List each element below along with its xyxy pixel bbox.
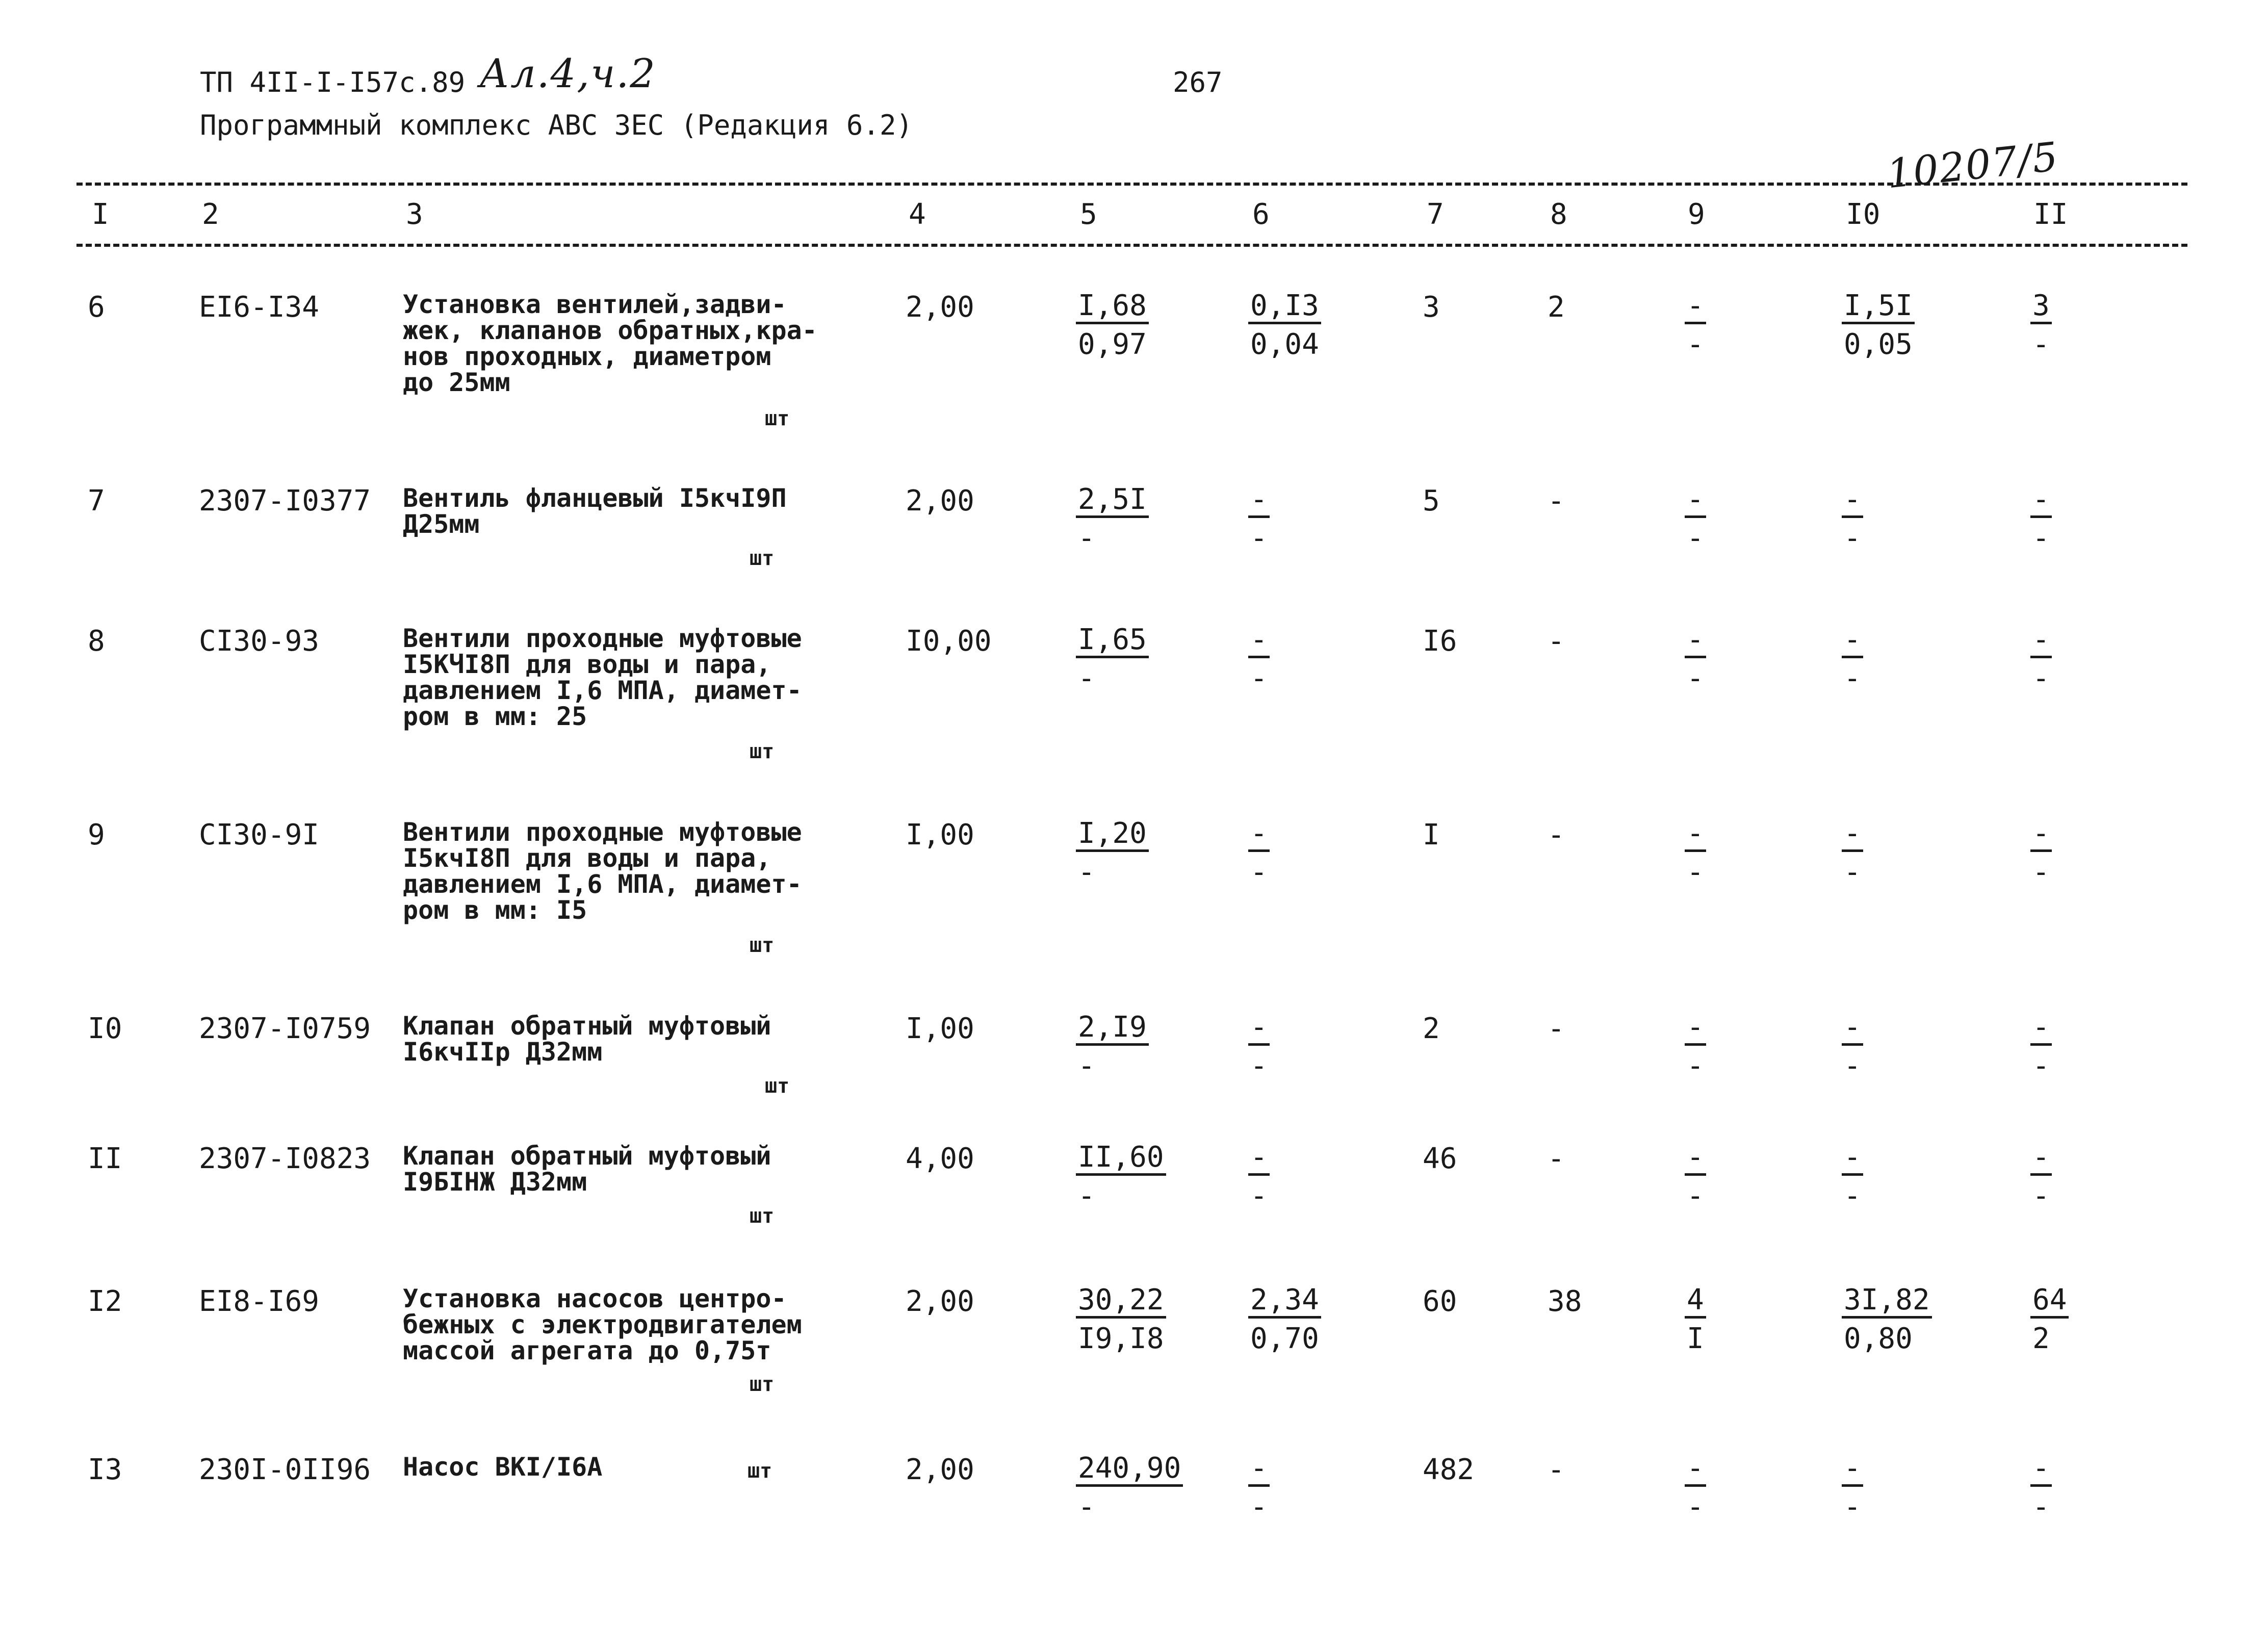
wages-machine-cost-numerator: - <box>1248 1012 1270 1046</box>
wages-machine-cost <box>1248 1138 1270 1216</box>
wages-machine-cost <box>1248 1449 1270 1527</box>
total-wages: - <box>1548 1142 1565 1175</box>
quantity: 4,00 <box>906 1142 974 1175</box>
labor-total-numerator: - <box>2030 484 2052 518</box>
wages-machine-cost <box>1248 287 1321 364</box>
work-description-line: Вентили проходные муфтовые <box>403 817 802 847</box>
unit-cost-numerator: 2,I9 <box>1076 1012 1149 1046</box>
wages-machine-cost-numerator: - <box>1248 1453 1270 1487</box>
labor-total-numerator: - <box>2030 818 2052 852</box>
total-wages: - <box>1548 484 1565 518</box>
column-number: I <box>92 198 109 231</box>
column-number: II <box>2033 198 2068 231</box>
total-cost: 46 <box>1423 1142 1457 1175</box>
row-number: 7 <box>88 484 105 518</box>
labor-unit <box>1842 814 1863 892</box>
unit-cost-numerator: 30,22 <box>1076 1284 1166 1319</box>
column-number: 4 <box>909 198 926 231</box>
row-number: 9 <box>88 818 105 851</box>
column-number: 6 <box>1252 198 1270 231</box>
labor-total-denominator: - <box>2032 328 2050 361</box>
resource-code: 2307-I0377 <box>199 484 371 518</box>
work-description-line: Клапан обратный муфтовый <box>403 1011 771 1041</box>
labor-total-numerator: - <box>2030 1012 2052 1046</box>
labor-unit <box>1842 1138 1863 1216</box>
unit-of-measure: шт <box>750 740 775 763</box>
handwritten-reference: 10207/5 <box>1885 134 2061 198</box>
unit-cost-denominator: - <box>1078 856 1095 889</box>
machine-operation <box>1685 1281 1706 1358</box>
labor-total <box>2030 1449 2052 1527</box>
labor-total-denominator: - <box>2032 856 2050 889</box>
wages-machine-cost-numerator: - <box>1248 1142 1270 1176</box>
unit-of-measure: шт <box>765 407 790 430</box>
labor-unit-denominator: - <box>1844 1049 1861 1082</box>
wages-machine-cost-numerator: - <box>1248 624 1270 658</box>
labor-unit-denominator: - <box>1844 856 1861 889</box>
document-subtitle: Программный комплекс АВС 3ЕС (Редакция 6.2) <box>200 109 913 141</box>
document-code: ТП 4II-I-I57с.89 <box>200 66 466 98</box>
labor-total-denominator: - <box>2032 1490 2050 1524</box>
work-description-line: ром в мм: 25 <box>403 702 587 731</box>
wages-machine-cost <box>1248 1281 1321 1358</box>
unit-cost <box>1076 621 1149 698</box>
column-number: 3 <box>406 198 423 231</box>
work-description-line: I5КЧI8П для воды и пара, <box>403 650 771 679</box>
unit-cost <box>1076 1281 1166 1358</box>
labor-total-numerator: - <box>2030 1453 2052 1487</box>
machine-operation-denominator: - <box>1687 856 1704 889</box>
wages-machine-cost-denominator: - <box>1250 522 1268 555</box>
unit-cost <box>1076 287 1149 364</box>
total-cost: I <box>1423 818 1440 851</box>
work-description-line: I9БIНЖ Д32мм <box>403 1167 587 1197</box>
column-number: 9 <box>1688 198 1705 231</box>
machine-operation <box>1685 621 1706 698</box>
wages-machine-cost <box>1248 480 1270 558</box>
labor-total-numerator: 64 <box>2030 1284 2069 1319</box>
labor-total <box>2030 1138 2052 1216</box>
work-description-line: массой агрегата до 0,75т <box>403 1336 771 1365</box>
header-rule-bottom <box>76 244 2187 247</box>
row-number: 8 <box>88 625 105 658</box>
labor-total-numerator: - <box>2030 1142 2052 1176</box>
machine-operation-denominator: - <box>1687 1179 1704 1212</box>
work-description-line: Вентили проходные муфтовые <box>403 624 802 653</box>
labor-total <box>2030 480 2052 558</box>
handwritten-note: Ал.4,ч.2 <box>479 51 656 97</box>
labor-unit-denominator: - <box>1844 1490 1861 1524</box>
unit-cost <box>1076 1138 1166 1216</box>
machine-operation <box>1685 1138 1706 1216</box>
work-description-line: давлением I,6 МПА, диамет- <box>403 869 802 899</box>
unit-of-measure: шт <box>750 547 775 570</box>
labor-total <box>2030 287 2052 364</box>
wages-machine-cost <box>1248 621 1270 698</box>
quantity: 2,00 <box>906 291 974 324</box>
row-number: I3 <box>88 1453 122 1486</box>
unit-cost <box>1076 1008 1149 1086</box>
labor-total-numerator: 3 <box>2030 290 2052 324</box>
total-cost: 2 <box>1423 1012 1440 1045</box>
quantity: I,00 <box>906 1012 974 1045</box>
work-description-line: Установка насосов центро- <box>403 1284 787 1313</box>
machine-operation-numerator: - <box>1685 290 1706 324</box>
labor-unit-numerator: - <box>1842 1453 1863 1487</box>
wages-machine-cost-denominator: 0,70 <box>1250 1322 1319 1355</box>
wages-machine-cost-numerator: 0,I3 <box>1248 290 1321 324</box>
unit-of-measure: шт <box>750 1204 775 1228</box>
total-cost: 3 <box>1423 291 1440 324</box>
machine-operation-numerator: - <box>1685 1453 1706 1487</box>
quantity: 2,00 <box>906 1285 974 1318</box>
wages-machine-cost-denominator: - <box>1250 1179 1268 1212</box>
machine-operation-denominator: - <box>1687 522 1704 555</box>
unit-cost-denominator: - <box>1078 1490 1095 1524</box>
row-number: II <box>88 1142 122 1175</box>
machine-operation-numerator: - <box>1685 818 1706 852</box>
column-number: I0 <box>1846 198 1880 231</box>
resource-code: 230I-0II96 <box>199 1453 371 1486</box>
machine-operation <box>1685 1008 1706 1086</box>
machine-operation-numerator: 4 <box>1685 1284 1706 1319</box>
work-description-line: Вентиль фланцевый I5кчI9П <box>403 483 787 513</box>
resource-code: EI8-I69 <box>199 1285 320 1318</box>
unit-cost-denominator: I9,I8 <box>1078 1322 1164 1355</box>
labor-unit-numerator: - <box>1842 818 1863 852</box>
unit-cost <box>1076 814 1149 892</box>
machine-operation <box>1685 1449 1706 1527</box>
resource-code: 2307-I0823 <box>199 1142 371 1175</box>
labor-total-denominator: - <box>2032 522 2050 555</box>
unit-cost-numerator: 2,5I <box>1076 484 1149 518</box>
work-description-line: нов проходных, диаметром <box>403 342 771 371</box>
labor-unit-denominator: - <box>1844 662 1861 695</box>
machine-operation-numerator: - <box>1685 1012 1706 1046</box>
total-wages: 38 <box>1548 1285 1582 1318</box>
unit-cost-numerator: 240,90 <box>1076 1453 1183 1487</box>
wages-machine-cost <box>1248 1008 1270 1086</box>
labor-unit-denominator: - <box>1844 1179 1861 1212</box>
work-description-line: Клапан обратный муфтовый <box>403 1141 771 1171</box>
machine-operation-denominator: - <box>1687 328 1704 361</box>
labor-unit-denominator: - <box>1844 522 1861 555</box>
labor-total <box>2030 814 2052 892</box>
unit-cost-numerator: I,68 <box>1076 290 1149 324</box>
labor-unit <box>1842 1008 1863 1086</box>
machine-operation <box>1685 287 1706 364</box>
column-number: 5 <box>1080 198 1097 231</box>
page-number: 267 <box>1173 66 1223 98</box>
labor-unit <box>1842 621 1863 698</box>
wages-machine-cost-denominator: - <box>1250 1490 1268 1524</box>
header-rule-top <box>76 183 2187 186</box>
labor-total <box>2030 621 2052 698</box>
column-number: 8 <box>1550 198 1567 231</box>
work-description-line: давлением I,6 МПА, диамет- <box>403 676 802 705</box>
total-wages: - <box>1548 625 1565 658</box>
labor-unit-numerator: - <box>1842 1142 1863 1176</box>
column-number: 2 <box>202 198 219 231</box>
labor-total <box>2030 1008 2052 1086</box>
quantity: 2,00 <box>906 484 974 518</box>
labor-unit-numerator: 3I,82 <box>1842 1284 1932 1319</box>
resource-code: 2307-I0759 <box>199 1012 371 1045</box>
unit-of-measure: шт <box>748 1459 772 1483</box>
wages-machine-cost-denominator: - <box>1250 662 1268 695</box>
labor-unit <box>1842 480 1863 558</box>
total-wages: - <box>1548 1012 1565 1045</box>
labor-unit <box>1842 1449 1863 1527</box>
resource-code: CI30-93 <box>199 625 320 658</box>
wages-machine-cost-denominator: - <box>1250 1049 1268 1082</box>
labor-total-numerator: - <box>2030 624 2052 658</box>
labor-unit-numerator: I,5I <box>1842 290 1915 324</box>
labor-unit-denominator: 0,05 <box>1844 328 1913 361</box>
total-cost: 5 <box>1423 484 1440 518</box>
work-description-line: I6кчIIр Д32мм <box>403 1037 603 1067</box>
column-number: 7 <box>1427 198 1444 231</box>
wages-machine-cost-denominator: - <box>1250 856 1268 889</box>
work-description-line: I5кчI8П для воды и пара, <box>403 843 771 873</box>
quantity: 2,00 <box>906 1453 974 1486</box>
total-cost: I6 <box>1423 625 1457 658</box>
work-description-line: до 25мм <box>403 368 510 397</box>
work-description-line: Установка вентилей,задви- <box>403 290 787 319</box>
labor-total <box>2030 1281 2069 1358</box>
labor-total-denominator: 2 <box>2032 1322 2050 1355</box>
row-number: 6 <box>88 291 105 324</box>
wages-machine-cost <box>1248 814 1270 892</box>
labor-unit-numerator: - <box>1842 1012 1863 1046</box>
unit-of-measure: шт <box>765 1074 790 1098</box>
wages-machine-cost-denominator: 0,04 <box>1250 328 1319 361</box>
unit-of-measure: шт <box>750 1373 775 1396</box>
labor-unit <box>1842 1281 1932 1358</box>
quantity: I0,00 <box>906 625 992 658</box>
labor-total-denominator: - <box>2032 1049 2050 1082</box>
quantity: I,00 <box>906 818 974 851</box>
machine-operation-denominator: - <box>1687 662 1704 695</box>
resource-code: CI30-9I <box>199 818 320 851</box>
unit-cost-numerator: I,20 <box>1076 818 1149 852</box>
work-description-line: ром в мм: I5 <box>403 895 587 925</box>
total-cost: 60 <box>1423 1285 1457 1318</box>
machine-operation-denominator: I <box>1687 1322 1704 1355</box>
unit-cost-numerator: I,65 <box>1076 624 1149 658</box>
unit-cost-denominator: - <box>1078 1179 1095 1212</box>
machine-operation-denominator: - <box>1687 1049 1704 1082</box>
unit-cost-numerator: II,60 <box>1076 1142 1166 1176</box>
resource-code: EI6-I34 <box>199 291 320 324</box>
unit-cost-denominator: 0,97 <box>1078 328 1147 361</box>
machine-operation <box>1685 480 1706 558</box>
labor-unit <box>1842 287 1915 364</box>
labor-unit-numerator: - <box>1842 624 1863 658</box>
work-description-line: Насос ВКI/I6А <box>403 1452 603 1482</box>
work-description-line: жек, клапанов обратных,кра- <box>403 316 817 345</box>
wages-machine-cost-numerator: 2,34 <box>1248 1284 1321 1319</box>
labor-total-denominator: - <box>2032 1179 2050 1212</box>
total-cost: 482 <box>1423 1453 1475 1486</box>
unit-cost-denominator: - <box>1078 662 1095 695</box>
total-wages: - <box>1548 1453 1565 1486</box>
row-number: I2 <box>88 1285 122 1318</box>
labor-unit-numerator: - <box>1842 484 1863 518</box>
labor-total-denominator: - <box>2032 662 2050 695</box>
work-description-line: Д25мм <box>403 509 480 539</box>
machine-operation-numerator: - <box>1685 484 1706 518</box>
machine-operation-numerator: - <box>1685 1142 1706 1176</box>
total-wages: 2 <box>1548 291 1565 324</box>
machine-operation <box>1685 814 1706 892</box>
work-description-line: бежных с электродвигателем <box>403 1310 802 1339</box>
total-wages: - <box>1548 818 1565 851</box>
unit-cost-denominator: - <box>1078 522 1095 555</box>
machine-operation-numerator: - <box>1685 624 1706 658</box>
unit-cost-denominator: - <box>1078 1049 1095 1082</box>
row-number: I0 <box>88 1012 122 1045</box>
labor-unit-denominator: 0,80 <box>1844 1322 1913 1355</box>
machine-operation-denominator: - <box>1687 1490 1704 1524</box>
unit-cost <box>1076 1449 1183 1527</box>
unit-cost <box>1076 480 1149 558</box>
wages-machine-cost-numerator: - <box>1248 484 1270 518</box>
wages-machine-cost-numerator: - <box>1248 818 1270 852</box>
unit-of-measure: шт <box>750 934 775 957</box>
